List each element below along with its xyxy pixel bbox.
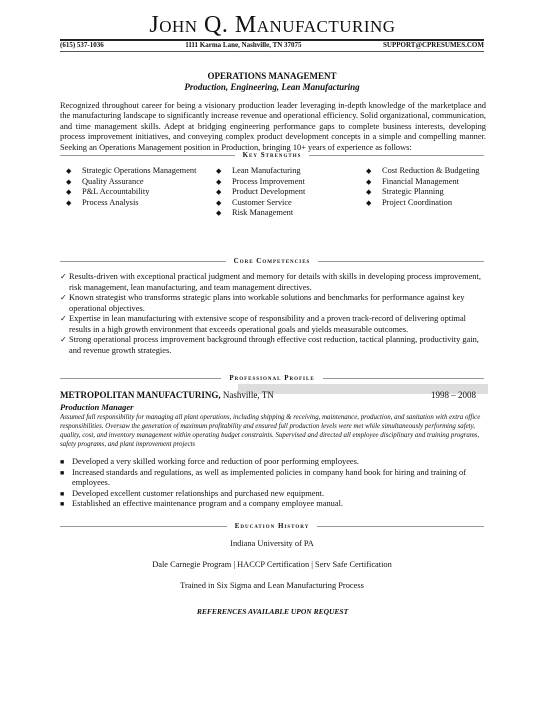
strength-item: [216, 166, 356, 177]
competency-text: Strong operational process improvement background through effective cost reduction, tactical planning, productivity gain, and revenue growth strategies.: [69, 335, 479, 355]
heading-line-right: [309, 155, 484, 156]
heading-line-right: [318, 261, 484, 262]
diamond-bullet-icon: ◆: [216, 198, 222, 207]
strength-text: Product Development: [232, 187, 306, 197]
education-line-1: Indiana University of PA: [230, 539, 314, 548]
strength-text: Project Coordination: [382, 197, 453, 207]
competency-item: [60, 293, 486, 314]
checkmark-icon: ✓: [60, 272, 67, 281]
achievement-text: Increased standards and regulations, as well as implemented policies in company hand book for hiring and training of employees.: [72, 467, 466, 487]
diamond-bullet-icon: ◆: [66, 167, 72, 175]
objective-title: OPERATIONS MANAGEMENT: [207, 71, 337, 81]
key-strengths-heading-text: Key Strengths: [242, 151, 302, 159]
square-bullet-icon: ■: [60, 500, 65, 508]
strength-text: P&L Accountability: [82, 187, 150, 197]
diamond-bullet-icon: ◆: [66, 198, 72, 207]
diamond-bullet-icon: ◆: [216, 209, 222, 218]
employment-dates: 1998 – 2008: [431, 390, 476, 400]
achievement-item: [60, 468, 480, 489]
core-competencies-heading: [60, 256, 484, 266]
checkmark-icon: ✓: [60, 314, 67, 323]
phone-number: (615) 537-1036: [60, 41, 104, 49]
strength-text: Lean Manufacturing: [232, 166, 301, 175]
references-note: REFERENCES AVAILABLE UPON REQUEST: [196, 607, 349, 616]
diamond-bullet-icon: ◆: [66, 177, 72, 186]
square-bullet-icon: ■: [60, 458, 65, 466]
strengths-column-1: [66, 166, 206, 219]
diamond-bullet-icon: ◆: [66, 188, 72, 197]
achievement-text: Developed a very skilled working force and reduction of poor performing employees.: [72, 457, 359, 466]
achievement-item: [60, 457, 480, 468]
job-achievements-list: [60, 457, 480, 510]
competency-item: [60, 272, 486, 293]
diamond-bullet-icon: ◆: [216, 167, 222, 175]
employer-line: [60, 390, 486, 400]
education-heading-text: Education History: [234, 522, 310, 530]
email: SUPPORT@CPRESUMES.COM: [383, 41, 484, 49]
diamond-bullet-icon: ◆: [366, 188, 372, 197]
job-title: Production Manager: [60, 402, 134, 412]
strength-item: [66, 177, 206, 188]
competency-text: Known strategist who transforms strategic plans into workable solutions and benchmarks for performance against key operational objectives.: [69, 293, 465, 313]
strength-text: Strategic Planning: [382, 187, 444, 197]
achievement-text: Established an effective maintenance program and a company employee manual.: [72, 499, 343, 508]
competency-text: Expertise in lean manufacturing with extensive scope of responsibility and a proven track-record of delivering optimal results in a high growth environment that exceeds operational goals and yields measurable outcomes.: [69, 314, 466, 334]
competency-item: [60, 335, 486, 356]
strength-item: [366, 198, 506, 209]
strength-item: [66, 166, 206, 177]
strength-text: Cost Reduction & Budgeting: [382, 166, 480, 175]
strength-item: [366, 187, 506, 198]
diamond-bullet-icon: ◆: [366, 177, 372, 186]
core-competencies-heading-text: Core Competencies: [233, 257, 311, 265]
strength-item: [366, 166, 506, 177]
diamond-bullet-icon: ◆: [366, 167, 372, 175]
summary-paragraph: Recognized throughout career for being a visionary production leader leveraging in-depth knowledge of the marketplace and the manufacturing landscape to significantly increase revenue and operational efficiency. Solid organizational, communication, and time management skills. Adept at bridging engineering performance gaps to complete business interests, developing process improvement initiatives, and conveying complex product development concepts in a simple and compelling manner. Seeking an Operations Management position in Production, bringing 10+ years of experience as follows:: [60, 101, 486, 152]
competency-text: Results-driven with exceptional practical judgment and memory for details with skills in developing process improvement, risk management, lean manufacturing, and team management directives.: [69, 272, 481, 292]
heading-line-right: [317, 526, 484, 527]
strength-text: Process Analysis: [82, 197, 139, 207]
heading-line-right: [323, 378, 484, 379]
checkmark-icon: ✓: [60, 293, 67, 302]
applicant-name: John Q. Manufacturing: [149, 12, 396, 38]
heading-line-left: [60, 261, 226, 262]
strength-text: Quality Assurance: [82, 176, 144, 186]
strength-item: [216, 208, 356, 219]
strengths-column-3: [366, 166, 506, 219]
strength-item: [216, 177, 356, 188]
strength-item: [216, 198, 356, 209]
competency-item: [60, 314, 486, 335]
education-heading: [60, 521, 484, 531]
core-competencies-list: [60, 272, 486, 356]
strength-item: [66, 198, 206, 209]
diamond-bullet-icon: ◆: [216, 188, 222, 197]
professional-profile-heading: [60, 373, 484, 383]
heading-line-left: [60, 378, 221, 379]
employer-location: Nashville, TN: [222, 390, 274, 400]
square-bullet-icon: ■: [60, 489, 65, 498]
strength-item: [66, 187, 206, 198]
heading-line-left: [60, 526, 227, 527]
contact-line: [60, 41, 484, 49]
strength-text: Strategic Operations Management: [82, 166, 197, 175]
address: 1111 Karma Lane, Nashville, TN 37075: [185, 41, 302, 49]
key-strengths-list: [66, 166, 506, 219]
achievement-text: Developed excellent customer relationships and purchased new equipment.: [72, 488, 325, 498]
heading-line-left: [60, 155, 235, 156]
job-description: Assumed full responsibility for managing all plant operations, including shipping & receiving, maintenance, production, and sanitation with extra office responsibilities. Oversaw the generation of maximum profitability and ensured full production levels were met while simultaneously performing safety, quality, cost, and inventory management within operating budget constraints. Supervised and directed all employee disciplinary and training programs, safety programs, and plant improvement projects: [60, 414, 481, 448]
education-line-3: Trained in Six Sigma and Lean Manufacturing Process: [180, 581, 364, 590]
checkmark-icon: ✓: [60, 335, 67, 344]
strength-item: [216, 187, 356, 198]
header-rule-bottom: [60, 51, 484, 52]
strength-text: Process Improvement: [232, 176, 305, 186]
strengths-column-2: [216, 166, 356, 219]
professional-profile-heading-text: Professional Profile: [229, 374, 315, 382]
achievement-item: [60, 499, 480, 510]
strength-item: [366, 177, 506, 188]
achievement-item: [60, 489, 480, 500]
strength-text: Financial Management: [382, 176, 459, 186]
objective-subtitle: Production, Engineering, Lean Manufacturing: [184, 82, 360, 92]
strength-text: Customer Service: [232, 197, 292, 207]
education-line-2: Dale Carnegie Program | HACCP Certification | Serv Safe Certification: [152, 560, 392, 569]
diamond-bullet-icon: ◆: [366, 198, 372, 207]
employer-name: METROPOLITAN MANUFACTURING,: [60, 390, 221, 400]
strength-text: Risk Management: [232, 208, 294, 218]
key-strengths-heading: [60, 150, 484, 160]
diamond-bullet-icon: ◆: [216, 177, 222, 186]
square-bullet-icon: ■: [60, 468, 65, 477]
